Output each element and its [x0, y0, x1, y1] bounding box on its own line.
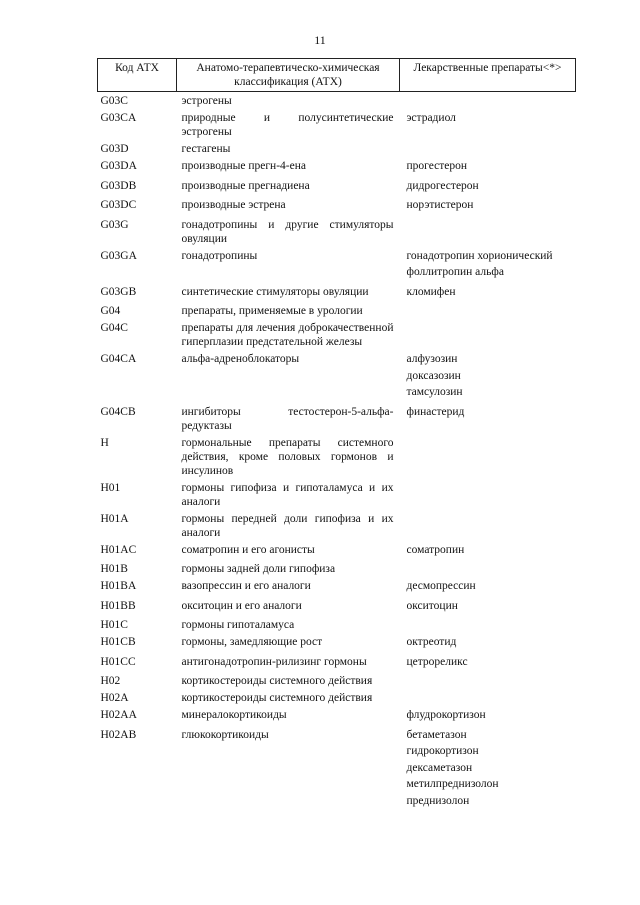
drugs-cell [400, 302, 576, 319]
table-row [98, 633, 576, 653]
drug-name: октреотид [406, 636, 457, 648]
drugs-cell [400, 653, 576, 673]
drug-name: гонадотропин хорионический [406, 249, 553, 262]
header-drugs: Лекарственные препараты<*> [400, 59, 576, 92]
drug-name: дидрогестерон [406, 179, 479, 192]
drugs-cell [400, 672, 576, 689]
classification-cell: гормоны гипофиза и гипоталамуса и их аналоги [181, 481, 394, 508]
drugs-cell [400, 479, 576, 510]
classification-cell: минералокортикоиды [181, 709, 287, 721]
atc-code-cell: H01BB [100, 599, 136, 612]
atc-code-cell: H01CB [100, 636, 136, 648]
drugs-cell [400, 616, 576, 633]
classification-cell: гормоны гипоталамуса [181, 619, 295, 631]
table-row [98, 177, 576, 197]
atc-code-cell: G03G [100, 218, 129, 231]
drugs-cell [400, 706, 576, 726]
drug-name: бетаметазон [406, 728, 467, 741]
drug-name: соматропин [406, 543, 465, 556]
atc-code-cell: H01C [100, 619, 128, 631]
atc-code-cell: H01B [100, 563, 128, 575]
atc-code-cell: H01A [100, 512, 129, 525]
table-row [98, 434, 576, 479]
drugs-cell [400, 350, 576, 403]
drug-name: тамсулозин [406, 386, 463, 398]
drugs-cell [400, 92, 576, 110]
atc-code-cell: H01CC [100, 655, 136, 668]
drug-name: окситоцин [406, 599, 458, 612]
drugs-cell [400, 726, 576, 812]
header-code: Код АТХ [98, 59, 177, 92]
table-row [98, 689, 576, 706]
drugs-cell [400, 157, 576, 177]
atc-code-cell: G03C [100, 95, 128, 107]
table-row [98, 157, 576, 177]
classification-cell: ингибиторы тестостерон-5-альфа-редуктазы [181, 405, 394, 432]
drugs-cell [400, 560, 576, 577]
classification-cell: антигонадотропин-рилизинг гормоны [181, 655, 367, 668]
table-row [98, 577, 576, 597]
atc-code-cell: G03DC [100, 199, 137, 211]
atc-code-cell: G04CB [100, 405, 136, 418]
atc-code-cell: H01BA [100, 580, 137, 592]
atc-code-cell: G03GB [100, 285, 137, 298]
atc-code-cell: G03DA [100, 160, 137, 172]
drugs-cell [400, 196, 576, 216]
classification-cell: гестагены [181, 143, 231, 155]
atc-code-cell: H01AC [100, 543, 137, 556]
drug-name: флудрокортизон [406, 709, 486, 721]
table-row [98, 479, 576, 510]
header-classification: Анатомо-терапевтическо-химическая классификация (АТХ) [177, 59, 400, 92]
table-row [98, 597, 576, 617]
drugs-cell [400, 247, 576, 283]
classification-cell: гонадотропины [181, 249, 258, 262]
drug-name: финастерид [406, 405, 465, 418]
drugs-cell [400, 140, 576, 157]
classification-cell: производные эстрена [181, 199, 286, 211]
atc-code-cell: H02AB [100, 728, 137, 741]
table-row [98, 302, 576, 319]
drug-name: кломифен [406, 285, 456, 298]
drug-name: доксазозин [406, 369, 461, 382]
classification-cell: альфа-адреноблокаторы [181, 353, 300, 365]
table-row [98, 216, 576, 247]
drug-name: алфузозин [406, 353, 458, 365]
table-header [98, 59, 576, 92]
atc-code-cell: H02AA [100, 709, 137, 721]
atc-code-cell: G04 [100, 305, 121, 317]
drug-name: дексаметазон [406, 761, 473, 774]
classification-cell: гормоны передней доли гипофиза и их аналоги [181, 512, 394, 539]
drug-name: гидрокортизон [406, 745, 479, 757]
drugs-cell [400, 216, 576, 247]
classification-cell: гормональные препараты системного действия, кроме половых гормонов и инсулинов [181, 436, 394, 477]
drugs-cell [400, 319, 576, 350]
classification-cell: производные прегн-4-ена [181, 160, 306, 172]
drug-name: десмопрессин [406, 580, 476, 592]
table-row [98, 196, 576, 216]
drug-name: цетрореликс [406, 655, 468, 668]
table-row [98, 283, 576, 303]
table-row [98, 319, 576, 350]
classification-cell: глюкокортикоиды [181, 728, 269, 741]
drug-name: норэтистерон [406, 199, 474, 211]
table-row [98, 706, 576, 726]
classification-cell: кортикостероиды системного действия [181, 692, 373, 704]
classification-cell: вазопрессин и его аналоги [181, 580, 311, 592]
drug-name: метилпреднизолон [406, 778, 499, 790]
table-row [98, 403, 576, 434]
atc-table [97, 58, 576, 811]
classification-cell: синтетические стимуляторы овуляции [181, 285, 369, 298]
classification-cell: препараты, применяемые в урологии [181, 305, 363, 317]
drugs-cell [400, 689, 576, 706]
drugs-cell [400, 403, 576, 434]
classification-cell: окситоцин и его аналоги [181, 599, 302, 612]
drugs-cell [400, 597, 576, 617]
classification-cell: производные прегнадиена [181, 179, 310, 192]
classification-cell: соматропин и его агонисты [181, 543, 315, 556]
table-row [98, 541, 576, 561]
drugs-cell [400, 109, 576, 140]
atc-code-cell: G04CA [100, 353, 137, 365]
table-row [98, 653, 576, 673]
drugs-cell [400, 510, 576, 541]
atc-code-cell: H02A [100, 692, 129, 704]
page-number: 11 [314, 33, 326, 47]
table-row [98, 247, 576, 283]
drugs-cell [400, 633, 576, 653]
classification-cell: гормоны задней доли гипофиза [181, 563, 336, 575]
classification-cell: препараты для лечения доброкачественной гиперплазии предстательной железы [181, 322, 394, 348]
table-row [98, 350, 576, 403]
classification-cell: кортикостероиды системного действия [181, 675, 373, 687]
classification-cell: эстрогены [181, 95, 232, 107]
classification-cell: природные и полусинтетические эстрогены [181, 112, 394, 138]
atc-code-cell: H [100, 436, 109, 449]
atc-code-cell: G03CA [100, 112, 137, 124]
atc-code-cell: H02 [100, 675, 121, 687]
table-row [98, 510, 576, 541]
drugs-cell [400, 434, 576, 479]
table-row [98, 140, 576, 157]
drugs-cell [400, 541, 576, 561]
drug-name: эстрадиол [406, 112, 456, 124]
drug-name: фоллитропин альфа [406, 266, 504, 278]
atc-code-cell: G04C [100, 322, 128, 334]
drug-name: преднизолон [406, 794, 470, 807]
atc-code-cell: G03GA [100, 249, 137, 262]
drugs-cell [400, 283, 576, 303]
classification-cell: гонадотропины и другие стимуляторы овуляции [181, 218, 394, 245]
table-body [98, 92, 576, 812]
classification-cell: гормоны, замедляющие рост [181, 636, 323, 648]
table-row [98, 726, 576, 812]
table-row [98, 672, 576, 689]
table-row [98, 109, 576, 140]
drug-name: прогестерон [406, 160, 467, 172]
atc-code-cell: H01 [100, 481, 121, 494]
atc-code-cell: G03DB [100, 179, 137, 192]
drugs-cell [400, 577, 576, 597]
table-row [98, 92, 576, 110]
drugs-cell [400, 177, 576, 197]
atc-code-cell: G03D [100, 143, 129, 155]
table-row [98, 616, 576, 633]
table-row [98, 560, 576, 577]
